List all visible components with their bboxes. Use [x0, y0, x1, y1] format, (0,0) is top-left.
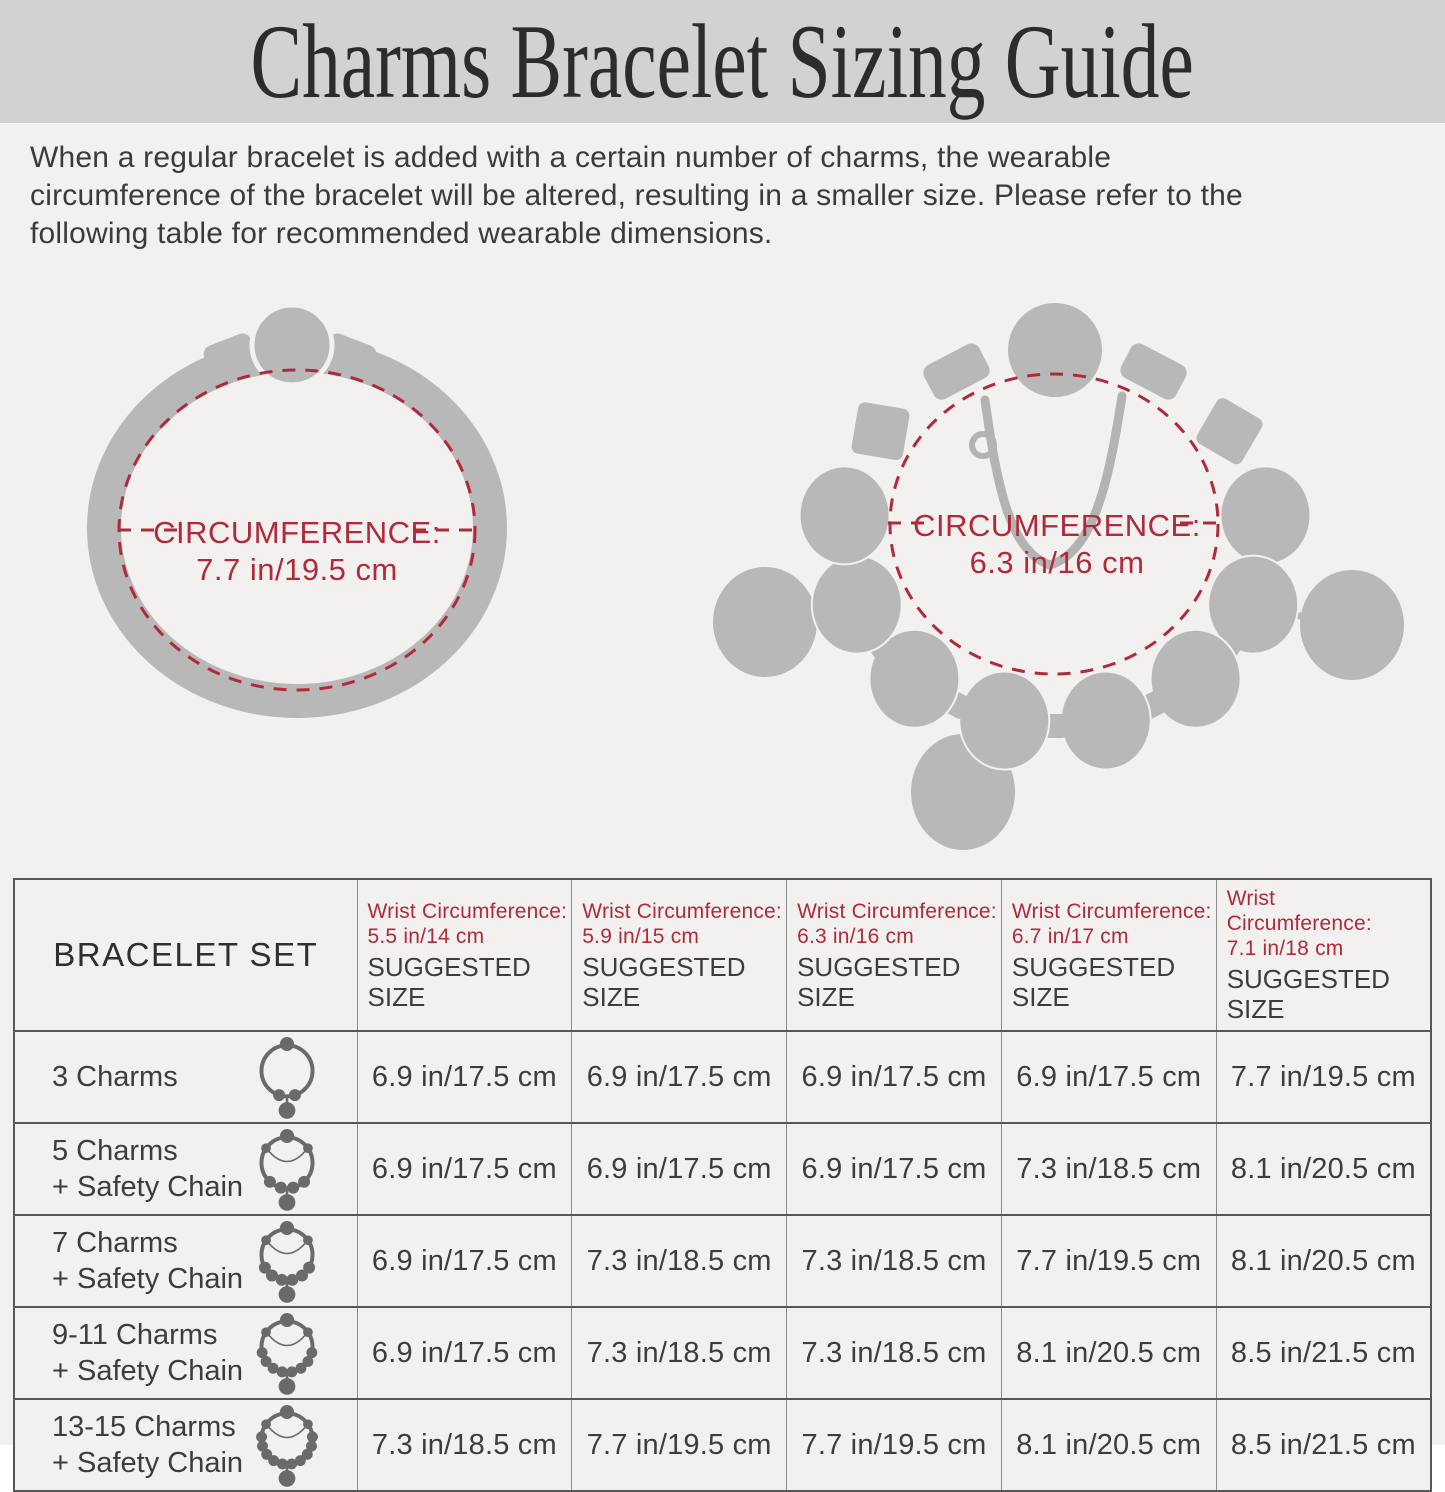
icon-bead — [306, 1431, 317, 1442]
intro-paragraph — [30, 139, 1415, 253]
bracelet-set-label — [16, 1059, 248, 1095]
size-value-cell: 6.9 in/17.5 cm — [357, 1307, 572, 1399]
size-value-cell: 6.9 in/17.5 cm — [357, 1123, 572, 1215]
icon-chain-bead — [303, 1143, 313, 1153]
bracelet-set-label — [16, 1133, 248, 1205]
bead-charm — [812, 556, 902, 654]
table-header-row — [14, 879, 1431, 1031]
wrist-circumference-label: Wrist Circumference: — [367, 899, 568, 923]
square-charm — [1193, 394, 1267, 468]
icon-dangle-charm — [278, 1378, 295, 1395]
icon-clasp-bead — [279, 1221, 293, 1235]
icon-bead — [256, 1431, 267, 1442]
icon-chain-bead — [303, 1327, 313, 1337]
intro-line: following table for recommended wearable dimensions. — [30, 217, 773, 250]
bracelet-set-icon — [248, 1033, 326, 1121]
icon-clasp-bead — [279, 1129, 293, 1143]
icon-bead — [288, 1089, 300, 1101]
table-row — [14, 1399, 1431, 1491]
icon-band — [261, 1045, 312, 1096]
size-value-cell: 7.7 in/19.5 cm — [572, 1399, 787, 1491]
set-label-line1: 13-15 Charms — [52, 1411, 236, 1443]
icon-bead — [257, 1441, 268, 1452]
bracelet-set-cell — [14, 1123, 357, 1215]
plain-bracelet-illustration — [104, 305, 490, 701]
tube-charm — [919, 339, 994, 404]
bracelet-set-cell — [14, 1031, 357, 1123]
set-label-line2: + Safety Chain — [52, 1171, 244, 1203]
set-label-line1: 5 Charms — [52, 1135, 178, 1167]
set-label-line1: 3 Charms — [52, 1061, 178, 1093]
icon-chain-bead — [303, 1419, 313, 1429]
circumference-value: 6.3 in/16 cm — [969, 545, 1145, 580]
square-charm — [849, 400, 911, 462]
bracelet-set-label — [16, 1317, 248, 1389]
intro-line: When a regular bracelet is added with a certain number of charms, the wearable — [30, 141, 1112, 174]
bracelet-set-icon — [248, 1309, 326, 1397]
size-value-cell: 6.9 in/17.5 cm — [787, 1031, 1002, 1123]
set-label-line2: + Safety Chain — [52, 1355, 244, 1387]
icon-bead — [258, 1262, 270, 1274]
set-label-line2: + Safety Chain — [52, 1263, 244, 1295]
icon-bead — [263, 1176, 275, 1188]
size-value-cell: 7.3 in/18.5 cm — [1001, 1123, 1216, 1215]
wrist-size-header — [357, 879, 572, 1031]
bead-charm — [959, 672, 1049, 770]
title-banner — [0, 0, 1445, 123]
wrist-size-value: 5.5 in/14 cm — [367, 924, 485, 948]
size-value-cell: 8.1 in/20.5 cm — [1216, 1215, 1431, 1307]
wrist-size-header — [1001, 879, 1216, 1031]
icon-dangle-charm — [278, 1194, 295, 1211]
wrist-circumference-label: Wrist Circumference: — [582, 899, 782, 923]
icon-safety-chain — [266, 1333, 306, 1346]
suggested-size-label: SUGGESTED SIZE — [367, 951, 531, 1012]
size-value-cell: 7.7 in/19.5 cm — [1216, 1031, 1431, 1123]
icon-clasp-bead — [279, 1313, 293, 1327]
bracelet-set-icon — [248, 1125, 326, 1213]
table-row — [14, 1123, 1431, 1215]
size-value-cell: 8.1 in/20.5 cm — [1001, 1399, 1216, 1491]
icon-bead — [274, 1182, 286, 1194]
dangle-charm-right — [1300, 570, 1404, 680]
icon-safety-chain — [266, 1241, 306, 1254]
bead-charm — [1061, 672, 1151, 770]
size-value-cell: 7.3 in/18.5 cm — [572, 1215, 787, 1307]
circumference-label: CIRCUMFERENCE: — [913, 508, 1201, 543]
suggested-size-label: SUGGESTED SIZE — [582, 951, 746, 1012]
size-value-cell: 7.3 in/18.5 cm — [357, 1399, 572, 1491]
size-value-cell: 8.5 in/21.5 cm — [1216, 1399, 1431, 1491]
suggested-size-label: SUGGESTED SIZE — [1011, 951, 1176, 1012]
bead-charm — [1151, 630, 1241, 728]
size-value-cell: 6.9 in/17.5 cm — [357, 1031, 572, 1123]
size-value-cell: 8.1 in/20.5 cm — [1001, 1307, 1216, 1399]
icon-safety-chain — [266, 1425, 306, 1438]
icon-clasp-bead — [279, 1405, 293, 1419]
table-row — [14, 1215, 1431, 1307]
icon-clasp-bead — [279, 1037, 293, 1051]
icon-safety-chain — [266, 1149, 306, 1162]
table-row — [14, 1307, 1431, 1399]
size-value-cell: 6.9 in/17.5 cm — [572, 1031, 787, 1123]
wrist-size-value: 5.9 in/15 cm — [582, 924, 700, 948]
size-value-cell: 6.9 in/17.5 cm — [787, 1123, 1002, 1215]
icon-bead — [273, 1089, 285, 1101]
icon-bead — [256, 1347, 267, 1358]
bracelet-set-label — [16, 1225, 248, 1297]
wrist-size-header — [787, 879, 1002, 1031]
suggested-size-label: SUGGESTED SIZE — [1226, 964, 1390, 1024]
icon-dangle-charm — [278, 1102, 295, 1119]
icon-chain-bead — [261, 1235, 271, 1245]
bead-charm — [1007, 302, 1103, 398]
suggested-size-label: SUGGESTED SIZE — [797, 951, 961, 1012]
icon-dangle-charm — [278, 1286, 295, 1303]
size-value-cell: 8.1 in/20.5 cm — [1216, 1123, 1431, 1215]
icon-bead — [298, 1176, 310, 1188]
set-label-line2: + Safety Chain — [52, 1447, 244, 1479]
intro-line: circumference of the bracelet will be altered, resulting in a smaller size. Please refer to the — [30, 179, 1243, 212]
bracelet-set-cell — [14, 1307, 357, 1399]
set-label-line1: 9-11 Charms — [52, 1319, 218, 1351]
bracelet-set-icon — [248, 1401, 326, 1489]
bracelet-set-icon — [248, 1217, 326, 1305]
page-title: Charms Bracelet Sizing Guide — [250, 2, 1195, 120]
wrist-circumference-label: Wrist Circumference: — [1011, 899, 1212, 923]
bracelet-set-header: BRACELET SET — [14, 879, 357, 1031]
tube-charm — [1116, 339, 1191, 404]
bracelet-set-cell — [14, 1399, 357, 1491]
size-value-cell: 7.3 in/18.5 cm — [572, 1307, 787, 1399]
size-value-cell: 7.3 in/18.5 cm — [787, 1307, 1002, 1399]
wrist-size-value: 6.7 in/17 cm — [1011, 924, 1129, 948]
charm-bracelet-illustration — [713, 302, 1404, 850]
size-value-cell: 8.5 in/21.5 cm — [1216, 1307, 1431, 1399]
size-value-cell: 7.3 in/18.5 cm — [787, 1215, 1002, 1307]
dangle-charm-left — [713, 567, 817, 677]
icon-chain-bead — [261, 1143, 271, 1153]
wrist-size-value: 6.3 in/16 cm — [797, 924, 914, 948]
circumference-label: CIRCUMFERENCE: — [153, 515, 441, 550]
set-label-line1: 7 Charms — [52, 1227, 178, 1259]
icon-chain-bead — [261, 1327, 271, 1337]
size-value-cell: 6.9 in/17.5 cm — [572, 1123, 787, 1215]
icon-chain-bead — [303, 1235, 313, 1245]
wrist-size-value: 7.1 in/18 cm — [1226, 937, 1344, 960]
size-value-cell: 7.7 in/19.5 cm — [787, 1399, 1002, 1491]
circumference-value: 7.7 in/19.5 cm — [196, 552, 398, 587]
wrist-size-header — [1216, 879, 1431, 1031]
bracelet-set-label — [16, 1409, 248, 1481]
wrist-size-header — [572, 879, 787, 1031]
wrist-circumference-label: Wrist Circumference: — [797, 899, 997, 923]
bead-charm — [800, 466, 890, 564]
bracelet-set-cell — [14, 1215, 357, 1307]
size-value-cell: 7.7 in/19.5 cm — [1001, 1215, 1216, 1307]
wrist-circumference-label: Wrist Circumference: — [1226, 887, 1372, 935]
size-value-cell: 6.9 in/17.5 cm — [1001, 1031, 1216, 1123]
table-row — [14, 1031, 1431, 1123]
sizing-table — [13, 878, 1432, 1492]
icon-bead — [287, 1182, 299, 1194]
size-value-cell: 6.9 in/17.5 cm — [357, 1215, 572, 1307]
bracelet-diagrams — [0, 253, 1445, 878]
icon-dangle-charm — [278, 1470, 295, 1487]
icon-chain-bead — [261, 1419, 271, 1429]
